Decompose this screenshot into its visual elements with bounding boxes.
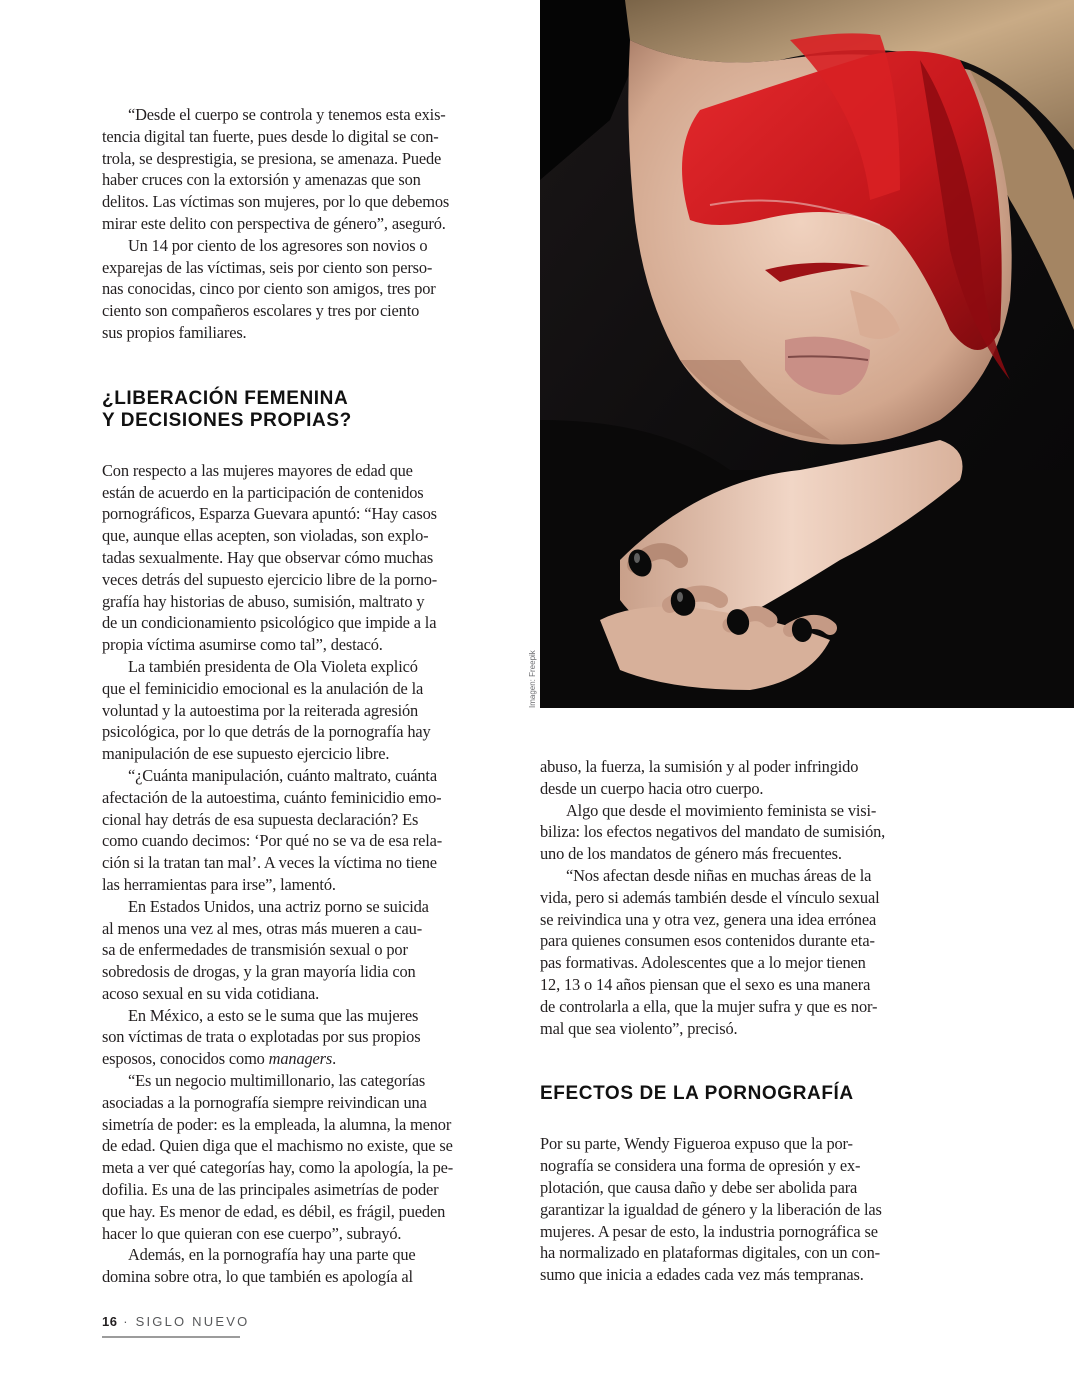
paragraph-cuanta-manipulacion xyxy=(102,765,500,896)
text-line: sumo que inicia a edades cada vez más tempranas. xyxy=(540,1265,864,1285)
text-line: nografía se considera una forma de opresión y ex- xyxy=(540,1156,861,1176)
text-line: “Desde el cuerpo se controla y tenemos esta exis- xyxy=(128,105,446,124)
text-line: que el feminicidio emocional es la anulación de la xyxy=(102,678,424,698)
text-line: sus propios familiares. xyxy=(102,322,247,342)
text-line: para quienes consumen esos contenidos durante eta- xyxy=(540,931,875,951)
text-line: tencia digital tan fuerte, pues desde lo digital se con- xyxy=(102,126,439,146)
text-line: al menos una vez al mes, otras más mueren a cau- xyxy=(102,918,423,938)
paragraph-estados-unidos xyxy=(102,896,500,1005)
text-line: simetría de poder: es la empleada, la alumna, la menor xyxy=(102,1114,452,1134)
paragraph-aggressors-stats xyxy=(102,235,500,344)
section-heading-liberacion xyxy=(102,388,500,432)
text-line: 12, 13 o 14 años piensan que el sexo es una manera xyxy=(540,974,871,994)
text-line: biliza: los efectos negativos del mandato de sumisión, xyxy=(540,822,886,842)
text-line: mal que sea violento”, precisó. xyxy=(540,1018,738,1038)
text-line: veces detrás del supuesto ejercicio libre de la porno- xyxy=(102,569,438,589)
text-line: manipulación de ese supuesto ejercicio libre. xyxy=(102,744,390,764)
text-line: plotación, que causa daño y debe ser abolida para xyxy=(540,1177,858,1197)
text-line: son víctimas de trata o explotadas por sus propios xyxy=(102,1027,421,1047)
text-line: delitos. Las víctimas son mujeres, por lo que debemos xyxy=(102,192,450,212)
text-line: exparejas de las víctimas, seis por ciento son perso- xyxy=(102,257,433,277)
paragraph-ola-violeta xyxy=(102,656,500,765)
text-line: pornográficos, Esparza Guevara apuntó: “Hay casos xyxy=(102,504,437,524)
text-line: voluntad y la autoestima por la reiterada agresión xyxy=(102,700,419,720)
article-left-column xyxy=(102,104,500,1288)
text-line: meta a ver qué categorías hay, como la apología, la pe- xyxy=(102,1158,454,1178)
paragraph-movimiento-feminista xyxy=(540,800,938,865)
text-line: ha normalizado en plataformas digitales, con un con- xyxy=(540,1243,880,1263)
text-line: tadas sexualmente. Hay que observar cómo muchas xyxy=(102,547,434,567)
text-line: se reivindica una y otra vez, genera una idea errónea xyxy=(540,909,877,929)
text-line: EFECTOS DE LA PORNOGRAFÍA xyxy=(540,1083,854,1105)
text-line: sa de enfermedades de transmisión sexual o por xyxy=(102,940,408,960)
paragraph-mexico xyxy=(102,1005,500,1070)
paragraph-continuation xyxy=(540,756,938,800)
section-heading-efectos xyxy=(540,1083,938,1105)
paragraph-wendy-figueroa xyxy=(540,1133,938,1286)
text-line: ciento son compañeros escolares y tres por ciento xyxy=(102,301,420,321)
text-line: desde un cuerpo hacia otro cuerpo. xyxy=(540,778,764,798)
text-line: La también presidenta de Ola Violeta explicó xyxy=(128,656,418,676)
mexico-last-line xyxy=(102,1048,500,1070)
text-line: uno de los mandatos de género más frecuentes. xyxy=(540,844,842,864)
text-line: afectación de la autoestima, cuánto feminicidio emo- xyxy=(102,787,442,807)
text-line: domina sobre otra, lo que también es apología al xyxy=(102,1267,413,1287)
text-line: de edad. Quien diga que el machismo no existe, que se xyxy=(102,1136,453,1156)
text-line: trola, se desprestigia, se presiona, se amenaza. Puede xyxy=(102,148,442,168)
text-line: abuso, la fuerza, la sumisión y al poder infringido xyxy=(540,757,859,776)
text-line: acoso sexual en su vida cotidiana. xyxy=(102,983,320,1003)
text-line: de un condicionamiento psicológico que impide a la xyxy=(102,613,437,633)
text-line: asociadas a la pornografía siempre reivindican una xyxy=(102,1092,427,1112)
text-line: ción si la tratan tan mal’. A veces la víctima no tiene xyxy=(102,853,437,873)
photo-credit: Imagen: Freepik xyxy=(528,650,537,708)
text-line: haber cruces con la extorsión y amenazas que son xyxy=(102,170,421,190)
text-line: “Nos afectan desde niñas en muchas áreas de la xyxy=(566,865,872,885)
text-line: nas conocidas, cinco por ciento son amigos, tres por xyxy=(102,279,436,299)
text-line: cional hay detrás de esa supuesta declaración? Es xyxy=(102,809,419,829)
text-line: “Es un negocio multimillonario, las categorías xyxy=(128,1071,426,1091)
publication-name: SIGLO NUEVO xyxy=(135,1314,250,1329)
text-line: Y DECISIONES PROPIAS? xyxy=(102,409,352,431)
text-line: grafía hay historias de abuso, sumisión, maltrato y xyxy=(102,591,425,611)
article-right-column xyxy=(540,756,938,1286)
mexico-last-text: esposos, conocidos como xyxy=(102,1049,269,1069)
text-line: En Estados Unidos, una actriz porno se suicida xyxy=(128,896,429,916)
text-line: dofilia. Es una de las principales asimetrías de poder xyxy=(102,1180,439,1200)
text-line: En México, a esto se le suma que las mujeres xyxy=(128,1005,419,1025)
text-line: como cuando decimos: ‘Por qué no se va de esa rela- xyxy=(102,831,443,851)
paragraph-negocio xyxy=(102,1070,500,1244)
page-number: 16 xyxy=(102,1314,118,1329)
text-line: garantizar la igualdad de género y la liberación de las xyxy=(540,1199,882,1219)
footer-separator: · xyxy=(117,1314,136,1329)
text-line: hacer lo que quieran con ese cuerpo”, subrayó. xyxy=(102,1223,402,1243)
text-line: que hay. Es menor de edad, es débil, es frágil, pueden xyxy=(102,1201,446,1221)
text-line: psicológica, por lo que detrás de la pornografía hay xyxy=(102,722,431,742)
text-line: Algo que desde el movimiento feminista se visi- xyxy=(566,800,877,820)
text-line: mirar este delito con perspectiva de género”, aseguró. xyxy=(102,213,446,233)
text-line: pas formativas. Adolescentes que a lo mejor tienen xyxy=(540,953,866,973)
page-footer xyxy=(102,1314,249,1329)
text-line: propia víctima asumirse como tal”, destacó. xyxy=(102,635,383,655)
paragraph-quote-body xyxy=(102,104,500,235)
text-line: sobredosis de drogas, y la gran mayoría lidia con xyxy=(102,962,416,982)
text-line: Además, en la pornografía hay una parte que xyxy=(128,1245,416,1265)
paragraph-ademas xyxy=(102,1244,500,1288)
paragraph-nos-afectan xyxy=(540,865,938,1039)
footer-rule xyxy=(102,1336,240,1338)
text-line: las herramientas para irse”, lamentó. xyxy=(102,874,336,894)
text-line: mujeres. A pesar de esto, la industria pornográfica se xyxy=(540,1221,878,1241)
text-line: de controlarla a ella, que la mujer sufra y que es nor- xyxy=(540,996,878,1016)
mexico-end-period: . xyxy=(332,1049,337,1069)
text-line: “¿Cuánta manipulación, cuánto maltrato, cuánta xyxy=(128,765,437,785)
paragraph-esparza xyxy=(102,460,500,656)
text-line: Un 14 por ciento de los agresores son novios o xyxy=(128,235,428,255)
text-line: Por su parte, Wendy Figueroa expuso que la por- xyxy=(540,1134,853,1154)
text-line: que, aunque ellas acepten, son violadas, son explo- xyxy=(102,526,429,546)
text-line: vida, pero si además también desde el vínculo sexual xyxy=(540,887,880,907)
blindfolded-woman-photo xyxy=(540,0,1074,708)
managers-italic: managers xyxy=(268,1049,333,1069)
text-line: están de acuerdo en la participación de contenidos xyxy=(102,482,424,502)
text-line: ¿LIBERACIÓN FEMENINA xyxy=(102,387,349,409)
mexico-lines xyxy=(102,1005,500,1049)
text-line: Con respecto a las mujeres mayores de edad que xyxy=(102,460,413,480)
